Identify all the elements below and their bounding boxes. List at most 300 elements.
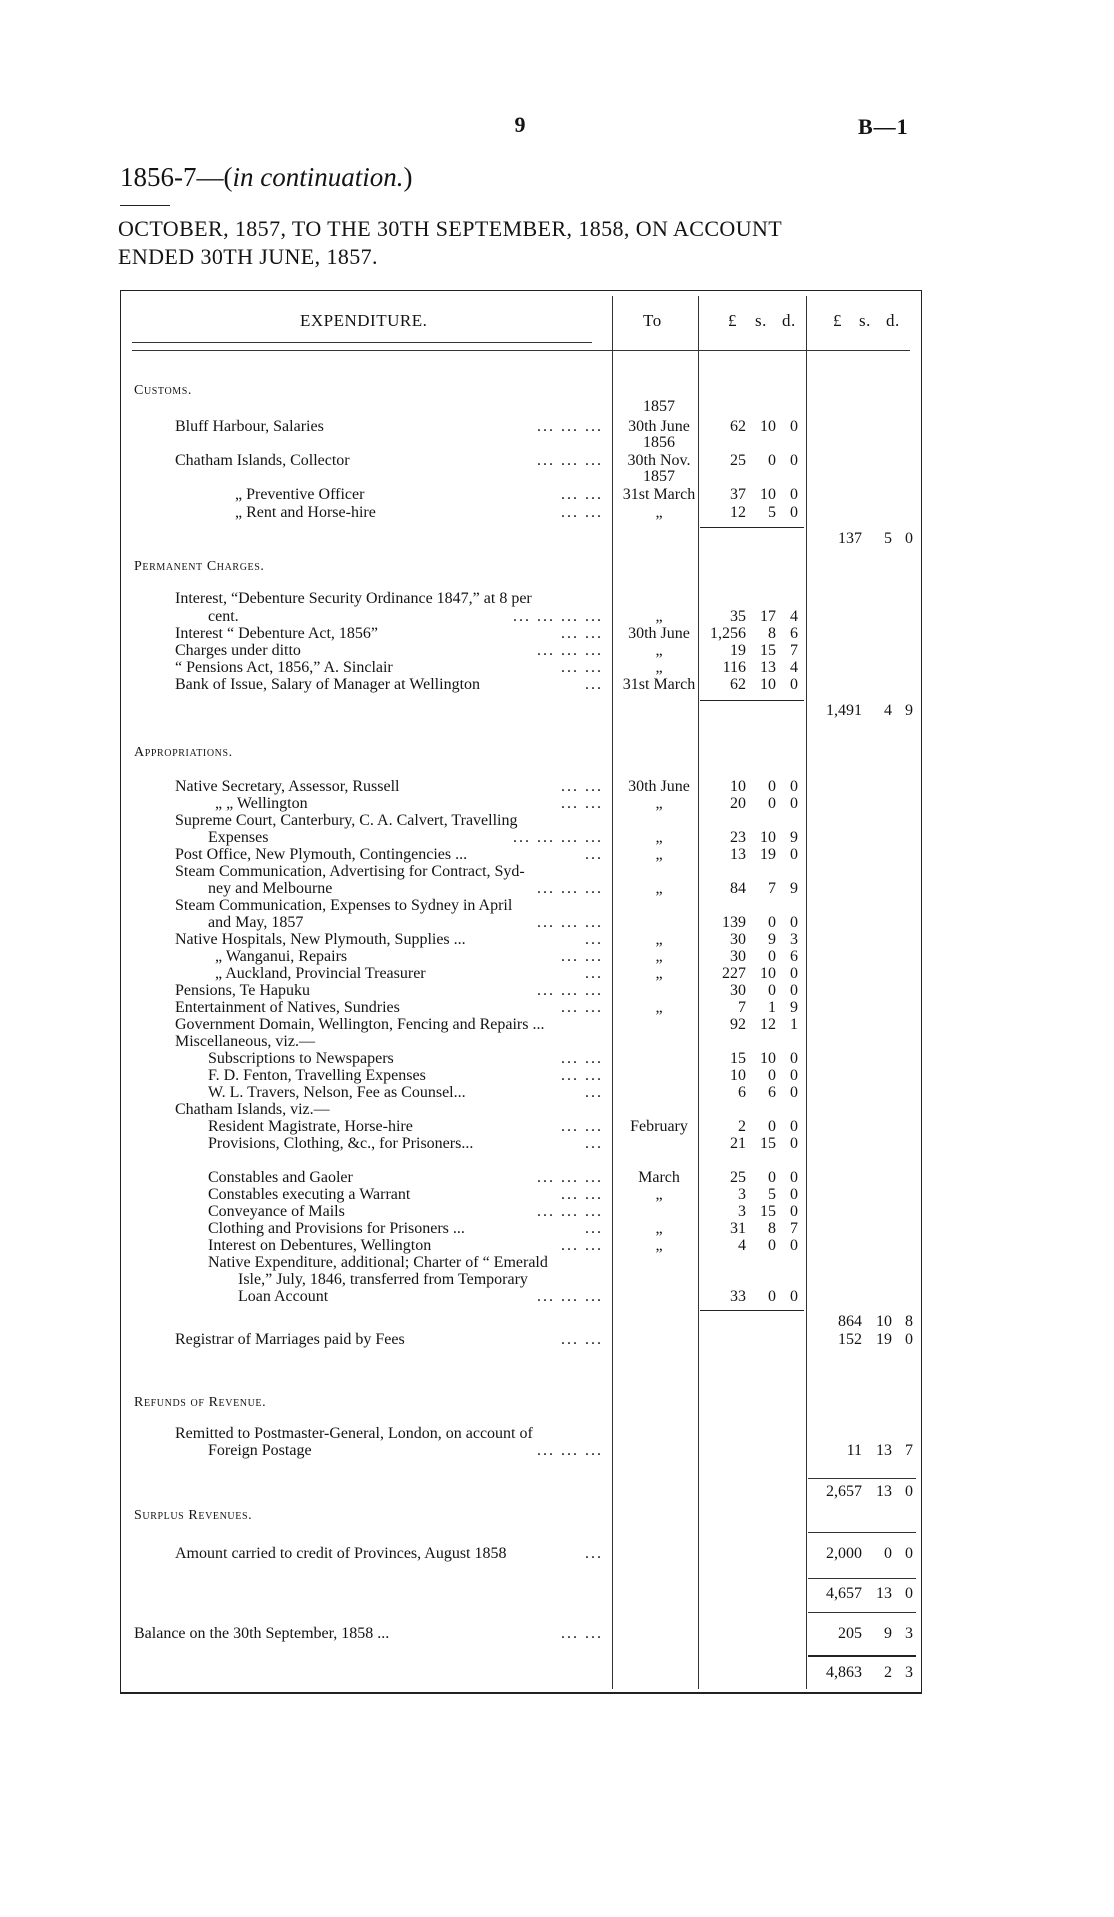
- amount-pence: 0: [790, 778, 798, 795]
- amount-pounds: 12: [730, 504, 746, 521]
- amount-pence: 0: [790, 1118, 798, 1135]
- leader-dots: ... ...: [561, 659, 603, 676]
- date-cell: 1857: [643, 398, 675, 415]
- table-row: [0, 642, 1114, 660]
- amount-pence: 0: [790, 676, 798, 693]
- total-pounds: 4,657: [826, 1585, 862, 1602]
- date-cell: „: [655, 880, 663, 897]
- header-pence: d.: [782, 311, 796, 330]
- amount-pence: 9: [790, 829, 798, 846]
- total-shillings: 9: [884, 1625, 892, 1642]
- table-row: [0, 1664, 1114, 1682]
- row-description: Balance on the 30th September, 1858 ...: [134, 1625, 390, 1642]
- date-cell: 30th June: [628, 418, 690, 435]
- leader-dots: ...: [585, 1545, 603, 1562]
- date-cell: 31st March: [622, 486, 696, 503]
- amount-shillings: 10: [760, 486, 776, 503]
- table-row: [0, 1483, 1114, 1501]
- row-description: Interest on Debentures, Wellington: [208, 1237, 432, 1254]
- total-pounds: 1,491: [826, 702, 862, 719]
- amount-pence: 4: [790, 659, 798, 676]
- date-cell: 30th June: [628, 625, 690, 642]
- row-description: „ „ Wellington: [215, 795, 308, 812]
- leader-dots: ... ... ...: [537, 1169, 603, 1186]
- header-total-pence: d.: [886, 311, 900, 330]
- total-pence: 3: [905, 1664, 913, 1681]
- row-description: W. L. Travers, Nelson, Fee as Counsel...: [208, 1084, 466, 1101]
- table-row: [0, 999, 1114, 1017]
- amount-pence: 0: [790, 914, 798, 931]
- total-shillings: 10: [876, 1313, 892, 1330]
- section-heading: Refunds of Revenue.: [134, 1395, 267, 1410]
- amount-shillings: 12: [760, 1016, 776, 1033]
- section-heading: Customs.: [134, 383, 193, 398]
- table-row: [0, 434, 1114, 452]
- date-cell: „: [655, 999, 663, 1016]
- leader-dots: ... ...: [561, 1050, 603, 1067]
- row-description: Post Office, New Plymouth, Contingencies ...: [175, 846, 468, 863]
- total-pence: 0: [905, 1483, 913, 1500]
- amount-pounds: 4: [738, 1237, 746, 1254]
- leader-dots: ...: [585, 1084, 603, 1101]
- amount-pence: 9: [790, 880, 798, 897]
- amount-pence: 0: [790, 1203, 798, 1220]
- amount-shillings: 8: [768, 1220, 776, 1237]
- amount-shillings: 13: [760, 659, 776, 676]
- row-description: Native Expenditure, additional; Charter of “ Emerald: [208, 1254, 548, 1271]
- leader-dots: ... ...: [561, 1067, 603, 1084]
- total-pounds: 2,657: [826, 1483, 862, 1500]
- table-row: [0, 965, 1114, 983]
- amount-pence: 7: [790, 642, 798, 659]
- amount-pence: 0: [790, 795, 798, 812]
- table-row: [0, 1288, 1114, 1306]
- total-pence: 8: [905, 1313, 913, 1330]
- header-underline: [132, 342, 592, 343]
- amount-shillings: 6: [768, 1084, 776, 1101]
- leader-dots: ... ...: [561, 795, 603, 812]
- leader-dots: ... ...: [561, 625, 603, 642]
- date-cell: 30th Nov.: [627, 452, 691, 469]
- amount-pence: 0: [790, 1135, 798, 1152]
- date-cell: „: [655, 795, 663, 812]
- table-row: [0, 1033, 1114, 1051]
- row-description: Foreign Postage: [208, 1442, 312, 1459]
- leader-dots: ... ...: [561, 504, 603, 521]
- amount-pence: 0: [790, 418, 798, 435]
- row-description: Amount carried to credit of Provinces, August 1858: [175, 1545, 507, 1562]
- table-row: [0, 608, 1114, 626]
- row-description: Interest, “Debenture Security Ordinance 1847,” at 8 per: [175, 590, 532, 607]
- table-row: [0, 1331, 1114, 1349]
- row-description: „ Preventive Officer: [235, 486, 365, 503]
- date-cell: 30th June: [628, 778, 690, 795]
- amount-pounds: 13: [730, 846, 746, 863]
- amount-pounds: 25: [730, 1169, 746, 1186]
- date-cell: „: [655, 948, 663, 965]
- total-rule: [808, 1612, 916, 1613]
- total-pence: 0: [905, 1585, 913, 1602]
- amount-pounds: 6: [738, 1084, 746, 1101]
- table-row: [0, 931, 1114, 949]
- total-rule: [808, 1655, 916, 1657]
- amount-pence: 0: [790, 846, 798, 863]
- amount-pence: 0: [790, 1084, 798, 1101]
- amount-pence: 0: [790, 1186, 798, 1203]
- row-description: Steam Communication, Expenses to Sydney in April: [175, 897, 513, 914]
- page-number: 9: [514, 112, 526, 137]
- amount-shillings: 0: [768, 1169, 776, 1186]
- row-description: Government Domain, Wellington, Fencing and Repairs ...: [175, 1016, 545, 1033]
- table-row: [0, 1425, 1114, 1443]
- table-row: [0, 1135, 1114, 1153]
- row-description: “ Pensions Act, 1856,” A. Sinclair: [175, 659, 393, 676]
- date-cell: „: [655, 1237, 663, 1254]
- leader-dots: ... ... ...: [537, 1442, 603, 1459]
- row-description: Entertainment of Natives, Sundries: [175, 999, 400, 1016]
- row-description: ney and Melbourne: [208, 880, 333, 897]
- amount-pounds: 7: [738, 999, 746, 1016]
- row-description: „ Auckland, Provincial Treasurer: [215, 965, 426, 982]
- row-description: Provisions, Clothing, &c., for Prisoners...: [208, 1135, 474, 1152]
- row-description: Resident Magistrate, Horse-hire: [208, 1118, 413, 1135]
- row-description: Chatham Islands, Collector: [175, 452, 350, 469]
- section-heading: Appropriations.: [134, 745, 233, 760]
- amount-pounds: 2: [738, 1118, 746, 1135]
- amount-shillings: 17: [760, 608, 776, 625]
- amount-shillings: 0: [768, 1118, 776, 1135]
- table-row: [0, 778, 1114, 796]
- row-description: F. D. Fenton, Travelling Expenses: [208, 1067, 426, 1084]
- table-row: [0, 829, 1114, 847]
- row-description: Interest “ Debenture Act, 1856”: [175, 625, 379, 642]
- table-row: [0, 1271, 1114, 1289]
- leader-dots: ... ...: [561, 1118, 603, 1135]
- amount-pence: 0: [790, 1050, 798, 1067]
- amount-shillings: 0: [768, 948, 776, 965]
- total-pence: 7: [905, 1442, 913, 1459]
- amount-pence: 0: [790, 486, 798, 503]
- amount-shillings: 0: [768, 1067, 776, 1084]
- table-row: [0, 1101, 1114, 1119]
- subtotal-rule: [700, 1310, 804, 1311]
- table-row: [0, 795, 1114, 813]
- table-row: [0, 398, 1114, 416]
- amount-pence: 3: [790, 931, 798, 948]
- total-shillings: 2: [884, 1664, 892, 1681]
- amount-shillings: 0: [768, 795, 776, 812]
- amount-pence: 4: [790, 608, 798, 625]
- amount-shillings: 10: [760, 418, 776, 435]
- section-heading: Surplus Revenues.: [134, 1508, 253, 1523]
- amount-pounds: 84: [730, 880, 746, 897]
- date-cell: February: [630, 1118, 688, 1135]
- row-description: Supreme Court, Canterbury, C. A. Calvert, Travelling: [175, 812, 518, 829]
- row-description: Native Hospitals, New Plymouth, Supplies ...: [175, 931, 466, 948]
- leader-dots: ...: [585, 676, 603, 693]
- table-row: [0, 1545, 1114, 1563]
- total-shillings: 5: [884, 530, 892, 547]
- table-row: [0, 1625, 1114, 1643]
- amount-pounds: 139: [722, 914, 746, 931]
- leader-dots: ... ... ...: [537, 982, 603, 999]
- amount-shillings: 0: [768, 778, 776, 795]
- amount-pounds: 62: [730, 676, 746, 693]
- table-row: [0, 880, 1114, 898]
- leader-dots: ... ... ...: [537, 1288, 603, 1305]
- leader-dots: ... ... ...: [537, 880, 603, 897]
- amount-pounds: 15: [730, 1050, 746, 1067]
- leader-dots: ... ...: [561, 486, 603, 503]
- table-row: [0, 659, 1114, 677]
- total-rule: [808, 1478, 916, 1479]
- leader-dots: ... ...: [561, 1331, 603, 1348]
- row-description: cent.: [208, 608, 239, 625]
- date-cell: „: [655, 1186, 663, 1203]
- total-pence: 0: [905, 1331, 913, 1348]
- amount-pence: 6: [790, 948, 798, 965]
- total-pounds: 4,863: [826, 1664, 862, 1681]
- total-shillings: 0: [884, 1545, 892, 1562]
- leader-dots: ... ...: [561, 778, 603, 795]
- table-row: [0, 468, 1114, 486]
- account-title-line1: OCTOBER, 1857, TO THE 30TH SEPTEMBER, 1858, ON ACCOUNT: [118, 216, 783, 241]
- table-row: [0, 625, 1114, 643]
- date-cell: „: [655, 965, 663, 982]
- amount-pounds: 3: [738, 1186, 746, 1203]
- date-cell: March: [638, 1169, 680, 1186]
- leader-dots: ...: [585, 965, 603, 982]
- table-row: [0, 1203, 1114, 1221]
- amount-shillings: 0: [768, 1237, 776, 1254]
- leader-dots: ... ... ...: [537, 642, 603, 659]
- amount-shillings: 9: [768, 931, 776, 948]
- amount-pounds: 30: [730, 948, 746, 965]
- leader-dots: ... ...: [561, 1625, 603, 1642]
- total-pounds: 2,000: [826, 1545, 862, 1562]
- amount-shillings: 5: [768, 504, 776, 521]
- amount-pounds: 33: [730, 1288, 746, 1305]
- table-row: [0, 863, 1114, 881]
- row-description: Loan Account: [238, 1288, 329, 1305]
- total-pence: 0: [905, 530, 913, 547]
- leader-dots: ... ...: [561, 999, 603, 1016]
- row-description: Steam Communication, Advertising for Contract, Syd-: [175, 863, 525, 880]
- total-pounds: 864: [838, 1313, 862, 1330]
- table-row: [0, 1016, 1114, 1034]
- leader-dots: ...: [585, 931, 603, 948]
- date-cell: „: [655, 931, 663, 948]
- row-description: Remitted to Postmaster-General, London, on account of: [175, 1425, 533, 1442]
- amount-pounds: 92: [730, 1016, 746, 1033]
- amount-pounds: 35: [730, 608, 746, 625]
- total-shillings: 4: [884, 702, 892, 719]
- amount-pounds: 20: [730, 795, 746, 812]
- amount-shillings: 10: [760, 965, 776, 982]
- table-row: [0, 897, 1114, 915]
- table-row: [0, 590, 1114, 608]
- total-pence: 9: [905, 702, 913, 719]
- date-cell: „: [655, 504, 663, 521]
- row-description: Pensions, Te Hapuku: [175, 982, 311, 999]
- row-description: Expenses: [208, 829, 269, 846]
- amount-shillings: 10: [760, 1050, 776, 1067]
- leader-dots: ... ... ...: [537, 1203, 603, 1220]
- header-shillings: s.: [755, 311, 767, 330]
- amount-pence: 0: [790, 1237, 798, 1254]
- amount-shillings: 15: [760, 1135, 776, 1152]
- header-total-shillings: s.: [859, 311, 871, 330]
- table-row: [0, 676, 1114, 694]
- amount-shillings: 10: [760, 676, 776, 693]
- leader-dots: ... ... ...: [537, 418, 603, 435]
- document-code: B—1: [858, 114, 909, 139]
- amount-pence: 1: [790, 1016, 798, 1033]
- amount-pence: 0: [790, 965, 798, 982]
- row-description: Constables and Gaoler: [208, 1169, 353, 1186]
- leader-dots: ... ... ... ...: [513, 608, 603, 625]
- row-description: Subscriptions to Newspapers: [208, 1050, 394, 1067]
- amount-pounds: 30: [730, 931, 746, 948]
- amount-pounds: 31: [730, 1220, 746, 1237]
- leader-dots: ...: [585, 1220, 603, 1237]
- amount-pounds: 227: [722, 965, 746, 982]
- leader-dots: ... ...: [561, 948, 603, 965]
- table-row: [0, 1442, 1114, 1460]
- heading-rule: [120, 205, 170, 206]
- total-shillings: 19: [876, 1331, 892, 1348]
- total-pounds: 11: [846, 1442, 862, 1459]
- amount-pounds: 62: [730, 418, 746, 435]
- table-row: [0, 1118, 1114, 1136]
- total-rule: [808, 1578, 916, 1579]
- heading-year: [120, 162, 412, 193]
- date-cell: „: [655, 608, 663, 625]
- amount-pounds: 37: [730, 486, 746, 503]
- table-row: [0, 914, 1114, 932]
- amount-pence: 0: [790, 504, 798, 521]
- total-pounds: 152: [838, 1331, 862, 1348]
- amount-shillings: 1: [768, 999, 776, 1016]
- amount-pounds: 25: [730, 452, 746, 469]
- date-cell: „: [655, 1220, 663, 1237]
- table-row: [0, 1084, 1114, 1102]
- table-row: [0, 504, 1114, 522]
- total-rule: [808, 1532, 916, 1533]
- subtotal-rule: [700, 700, 804, 701]
- date-cell: 1856: [643, 434, 675, 451]
- total-pence: 0: [905, 1545, 913, 1562]
- total-pence: 3: [905, 1625, 913, 1642]
- amount-shillings: 19: [760, 846, 776, 863]
- table-row: [0, 1254, 1114, 1272]
- table-row: [0, 1050, 1114, 1068]
- amount-pounds: 10: [730, 1067, 746, 1084]
- amount-shillings: 0: [768, 1288, 776, 1305]
- amount-pence: 0: [790, 452, 798, 469]
- leader-dots: ... ... ... ...: [513, 829, 603, 846]
- date-cell: 31st March: [622, 676, 696, 693]
- row-description: Constables executing a Warrant: [208, 1186, 411, 1203]
- table-row: [0, 702, 1114, 720]
- table-row: [0, 982, 1114, 1000]
- row-description: „ Wanganui, Repairs: [215, 948, 348, 965]
- row-description: and May, 1857: [208, 914, 304, 931]
- leader-dots: ...: [585, 846, 603, 863]
- amount-pounds: 30: [730, 982, 746, 999]
- table-row: [0, 1237, 1114, 1255]
- amount-pounds: 19: [730, 642, 746, 659]
- row-description: Bluff Harbour, Salaries: [175, 418, 324, 435]
- amount-shillings: 0: [768, 452, 776, 469]
- header-rule: [132, 350, 910, 351]
- date-cell: „: [655, 659, 663, 676]
- table-row: [0, 948, 1114, 966]
- amount-pounds: 3: [738, 1203, 746, 1220]
- row-description: Conveyance of Mails: [208, 1203, 345, 1220]
- table-row: [0, 1585, 1114, 1603]
- amount-pence: 0: [790, 1067, 798, 1084]
- row-description: Registrar of Marriages paid by Fees: [175, 1331, 405, 1348]
- table-row: [0, 530, 1114, 548]
- row-description: Chatham Islands, viz.—: [175, 1101, 330, 1118]
- amount-pounds: 1,256: [710, 625, 746, 642]
- amount-shillings: 5: [768, 1186, 776, 1203]
- heading-continuation: in continuation.: [232, 162, 404, 192]
- header-total-pounds: £: [833, 311, 842, 330]
- table-row: [0, 1169, 1114, 1187]
- total-pounds: 205: [838, 1625, 862, 1642]
- leader-dots: ... ...: [561, 1237, 603, 1254]
- table-row: [0, 1313, 1114, 1331]
- table-row: [0, 812, 1114, 830]
- table-row: [0, 1067, 1114, 1085]
- amount-pence: 9: [790, 999, 798, 1016]
- row-description: „ Rent and Horse-hire: [235, 504, 376, 521]
- date-cell: 1857: [643, 468, 675, 485]
- row-description: Native Secretary, Assessor, Russell: [175, 778, 400, 795]
- section-heading: Permanent Charges.: [134, 559, 265, 574]
- amount-pence: 0: [790, 1169, 798, 1186]
- date-cell: „: [655, 642, 663, 659]
- leader-dots: ... ...: [561, 1186, 603, 1203]
- row-description: Charges under ditto: [175, 642, 301, 659]
- row-description: Bank of Issue, Salary of Manager at Wellington: [175, 676, 481, 693]
- total-shillings: 13: [876, 1442, 892, 1459]
- subtotal-rule: [700, 527, 804, 528]
- amount-shillings: 0: [768, 982, 776, 999]
- total-pounds: 137: [838, 530, 862, 547]
- amount-shillings: 0: [768, 914, 776, 931]
- amount-pounds: 116: [722, 659, 746, 676]
- leader-dots: ... ... ...: [537, 452, 603, 469]
- leader-dots: ...: [585, 1135, 603, 1152]
- table-row: [0, 1220, 1114, 1238]
- heading-close: ): [403, 162, 413, 192]
- leader-dots: ... ... ...: [537, 914, 603, 931]
- amount-pence: 6: [790, 625, 798, 642]
- heading-year-text: 1856-7—(: [120, 162, 233, 192]
- amount-pounds: 10: [730, 778, 746, 795]
- amount-shillings: 15: [760, 642, 776, 659]
- amount-pence: 7: [790, 1220, 798, 1237]
- total-shillings: 13: [876, 1483, 892, 1500]
- amount-shillings: 10: [760, 829, 776, 846]
- amount-shillings: 8: [768, 625, 776, 642]
- header-pounds: £: [728, 311, 737, 330]
- amount-shillings: 7: [768, 880, 776, 897]
- amount-pounds: 23: [730, 829, 746, 846]
